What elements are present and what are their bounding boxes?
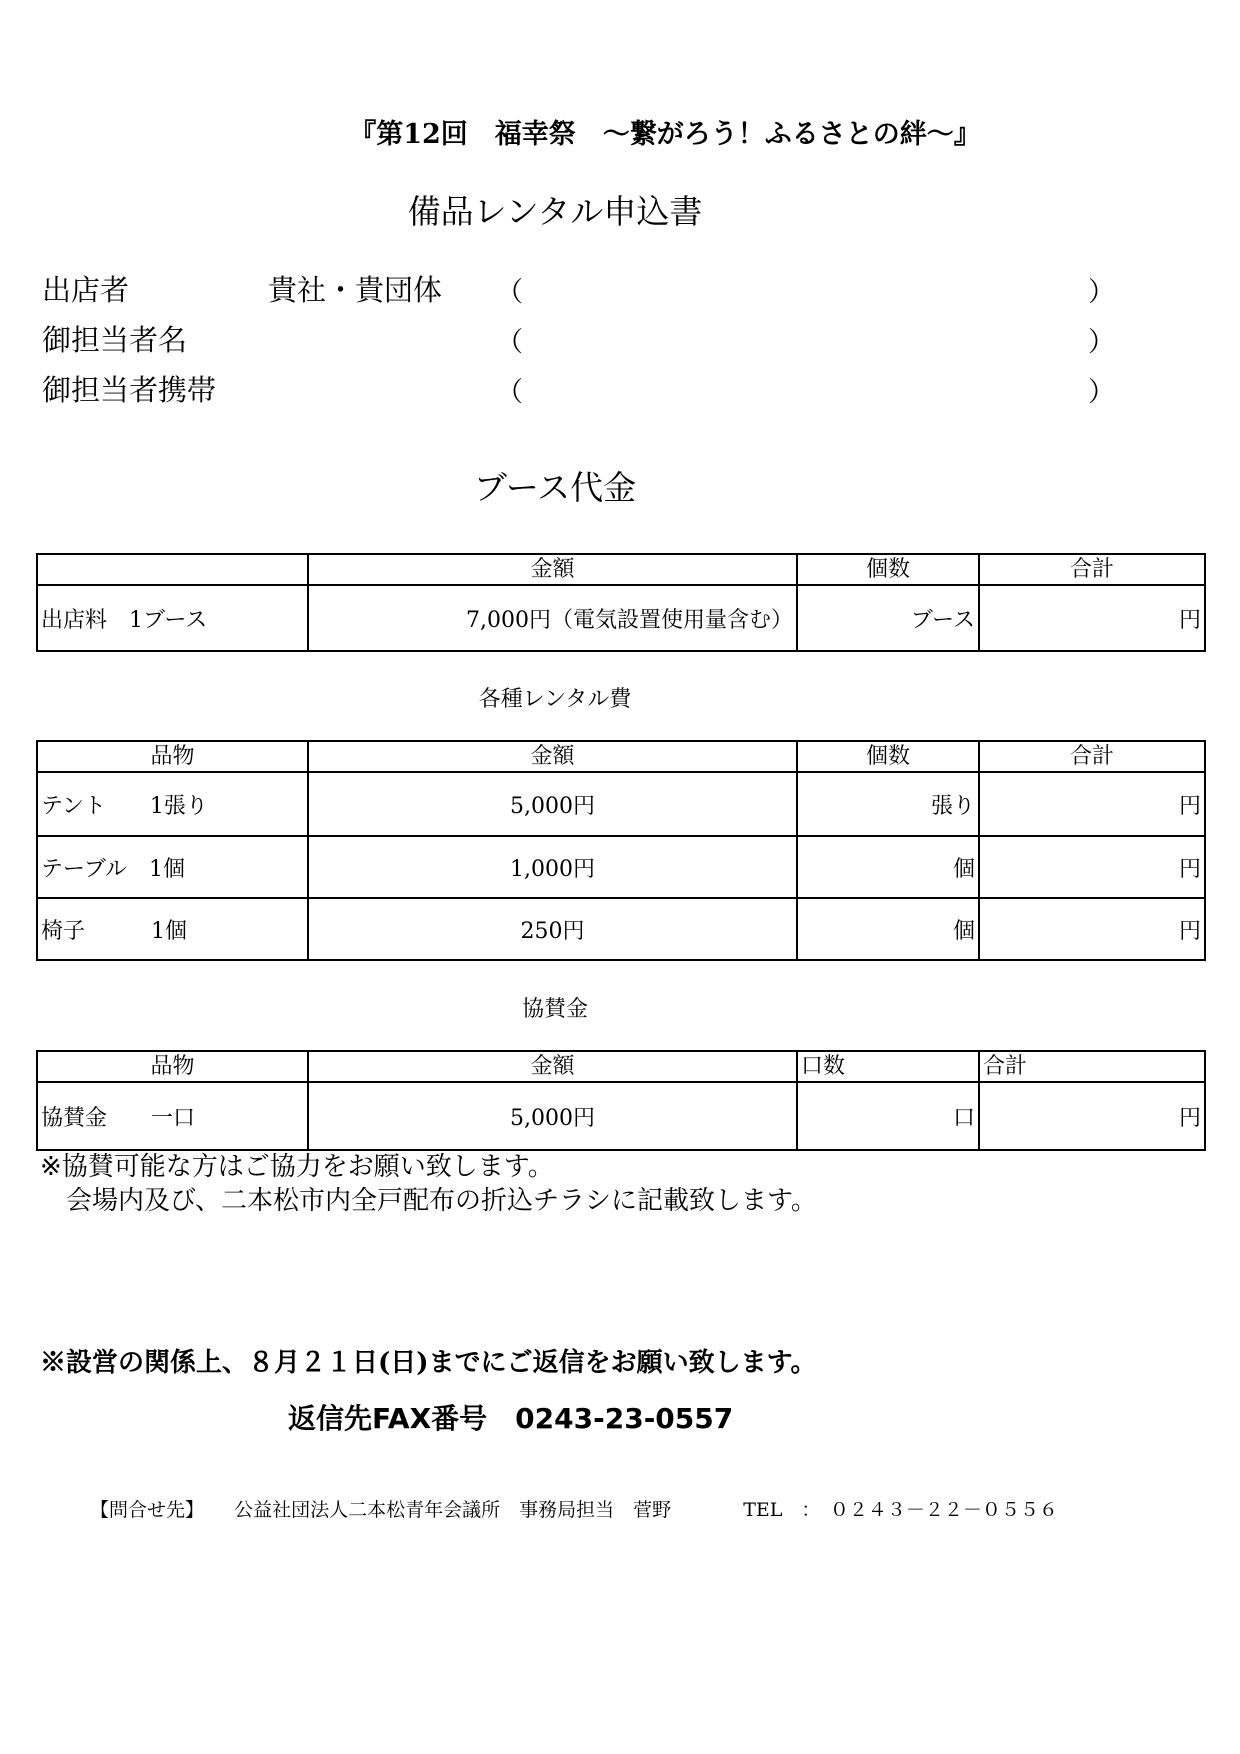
contact-mobile-label: 御担当者携帯: [42, 373, 217, 407]
contact-org: 公益社団法人二本松青年会議所 事務局担当 菅野: [234, 1499, 672, 1521]
form-title: 備品レンタル申込書: [407, 192, 703, 231]
booth-header-row: [37, 554, 1205, 585]
header-cell: 合計: [979, 554, 1205, 585]
item-cell: テーブル 1個: [37, 836, 308, 898]
contact-tel: TEL ： ０２４３－２２－０５５６: [743, 1499, 1058, 1521]
contact-label: 【問合せ先】: [90, 1499, 205, 1521]
table-row: [37, 1082, 1205, 1150]
price-cell: 5,000円: [308, 1082, 797, 1150]
total-cell[interactable]: 円: [979, 585, 1205, 651]
contact-mobile-open-paren: （: [496, 377, 523, 408]
item-cell: 協賛金 一口: [37, 1082, 308, 1150]
sponsor-table: [36, 1050, 1206, 1151]
quantity-cell[interactable]: ブース: [797, 585, 979, 651]
table-row: [37, 898, 1205, 960]
header-cell: 個数: [797, 554, 979, 585]
table-row: [37, 772, 1205, 836]
header-cell: [37, 554, 308, 585]
reply-deadline: ※設営の関係上、８月２１日(日)までにご返信をお願い致します。: [40, 1348, 817, 1378]
quantity-cell[interactable]: 張り: [797, 772, 979, 836]
sponsor-note-line-1: ※協賛可能な方はご協力をお願い致します。: [40, 1152, 554, 1182]
total-cell[interactable]: 円: [979, 898, 1205, 960]
exhibitor-label: 出店者: [42, 273, 130, 307]
quantity-cell[interactable]: 個: [797, 836, 979, 898]
header-cell: 合計: [979, 741, 1205, 772]
reply-fax-number: 返信先FAX番号 0243-23-0557: [288, 1402, 734, 1435]
total-cell[interactable]: 円: [979, 836, 1205, 898]
booth-section-title: ブース代金: [473, 468, 637, 507]
exhibitor-open-paren: （: [496, 277, 523, 308]
rental-caption: 各種レンタル費: [478, 687, 632, 712]
total-cell[interactable]: 円: [979, 1082, 1205, 1150]
rental-table: [36, 740, 1206, 961]
header-cell: 個数: [797, 741, 979, 772]
header-cell: 品物: [37, 1051, 308, 1082]
contact-name-open-paren: （: [496, 327, 523, 358]
header-cell: 金額: [308, 741, 797, 772]
header-cell: 品物: [37, 741, 308, 772]
contact-info: [90, 1495, 1058, 1522]
header-cell: 金額: [308, 1051, 797, 1082]
contact-mobile-close-paren: ）: [1088, 377, 1115, 408]
exhibitor-close-paren: ）: [1088, 277, 1115, 308]
contact-name-label: 御担当者名: [42, 323, 188, 357]
header-cell: 口数: [797, 1051, 979, 1082]
table-row: [37, 836, 1205, 898]
table-row: [37, 585, 1205, 651]
sponsor-note-line-2: 会場内及び、二本松市内全戸配布の折込チラシに記載致します。: [40, 1186, 817, 1216]
exhibitor-sub-label: 貴社・貴団体: [268, 273, 443, 307]
header-cell: 金額: [308, 554, 797, 585]
rental-header-row: [37, 741, 1205, 772]
price-cell: 250円: [308, 898, 797, 960]
quantity-cell[interactable]: 口: [797, 1082, 979, 1150]
price-cell: 7,000円（電気設置使用量含む）: [308, 585, 797, 651]
booth-table: [36, 553, 1206, 652]
price-cell: 1,000円: [308, 836, 797, 898]
total-cell[interactable]: 円: [979, 772, 1205, 836]
price-cell: 5,000円: [308, 772, 797, 836]
sponsor-header-row: [37, 1051, 1205, 1082]
item-cell: 出店料 1ブース: [37, 585, 308, 651]
header-cell: 合計: [979, 1051, 1205, 1082]
sponsor-caption: 協賛金: [521, 997, 588, 1022]
event-title: 『第12回 福幸祭 ～繋がろう！ふるさとの絆～』: [349, 119, 981, 150]
item-cell: テント 1張り: [37, 772, 308, 836]
quantity-cell[interactable]: 個: [797, 898, 979, 960]
contact-name-close-paren: ）: [1088, 327, 1115, 358]
item-cell: 椅子 1個: [37, 898, 308, 960]
